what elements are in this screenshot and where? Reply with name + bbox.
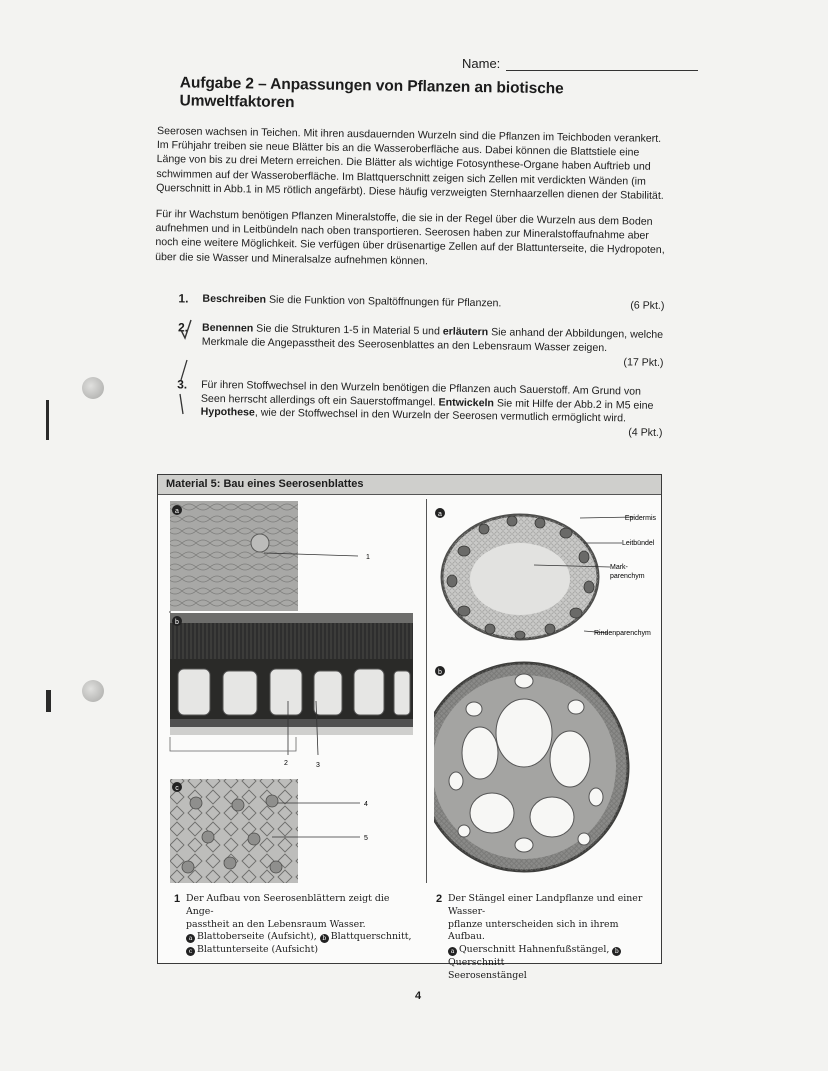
caption-line: pflanze unterscheiden sich in ihrem Aufbau. [448,918,619,943]
intro-paragraph: Für ihr Wachstum benötigen Pflanzen Mineralstoffe, die sie in der Regel über die Wurzeln aus dem Boden aufnehmen und in Leitbündeln nach oben transportieren. Seerosen haben zur Mineralstoffaufnahme aber noch eine weitere Möglichkeit. Sie verfügen über drüsenartige Zellen auf der Blattunterseite, die Hydropoten, über die sie Wasser und Mineralsalze aufnehmen können. [155,207,665,267]
task-text: Sie die Funktion von Spaltöffnungen für Pflanzen. [265,293,502,310]
name-field [462,56,698,71]
badge-a-icon: a [186,934,195,943]
task-points: (17 Pkt.) [623,355,664,369]
name-line [506,56,698,71]
checkmark-3 [180,394,183,414]
markparenchym-label-1: Mark- [610,564,628,571]
leitbuendel-label: Leitbündel [622,540,655,547]
name-label: Name: [462,56,501,71]
task-verb: Benennen [201,322,254,335]
checkmark-2 [181,360,187,380]
material-divider [426,499,427,883]
label-3: 3 [316,762,320,769]
markparenchym-label-2: parenchym [610,573,645,580]
handwritten-checkmarks [176,318,206,428]
caption-line: a Blattoberseite (Aufsicht), b Blattquerschnitt, [186,931,418,944]
page-title: Aufgabe 2 – Anpassungen von Pflanzen an biotische Umweltfaktoren [179,74,564,112]
caption-line: c Blattunterseite (Aufsicht) [186,944,418,957]
checkmark-1 [181,320,191,338]
page-number: 4 [415,990,422,1002]
material-heading: Material 5: Bau eines Seerosenblattes [158,475,661,495]
task-2 [177,322,664,370]
task-number: 2. [177,320,189,335]
figure-1a [170,501,370,611]
rindenparenchym-label: Rindenparenchym [594,630,651,637]
task-verb: Hypothese [200,406,255,419]
task-number: 1. [178,291,189,306]
figure-1b [170,613,413,769]
figure-2b [434,663,628,871]
caption-line: a Querschnitt Hahnenfußstängel, bQuerschnitt [448,944,658,970]
figure-1-leaf-microscopy [168,501,423,885]
punch-hole [82,680,104,702]
label-b: b [175,619,179,626]
caption-figure-1 [174,893,418,957]
label-4: 4 [364,801,368,808]
task-text: Sie die Strukturen 1-5 in Material 5 und [253,322,443,338]
edge-mark [46,690,51,712]
caption-number: 2 [436,893,443,905]
caption-line: Der Aufbau von Seerosenblättern zeigt die Ange- [186,893,390,917]
epidermis-label: Epidermis [624,515,656,522]
label-c: c [175,785,179,792]
caption-line: Der Stängel einer Landpflanze und einer Wasser- [448,893,643,917]
label-a: a [438,511,442,518]
task-points: (4 Pkt.) [628,426,663,439]
task-3 [176,379,663,441]
badge-a-icon: a [448,947,457,956]
task-text: Für ihren Stoffwechsel in den Wurzeln benötigen die Pflanzen auch Sauerstoff. Am Grund von Seen herrscht allerdings oft ein Sauerstoffmangel. [200,378,642,409]
task-text: , wie der Stoffwechsel in den Wurzeln der Seerosen vermutlich ermöglicht wird. [254,406,627,425]
caption-figure-2 [436,893,658,983]
caption-line: passtheit an den Lebensraum Wasser. [186,918,366,930]
task-1 [178,292,664,313]
caption-line: Seerosenstängel [448,969,527,981]
label-2: 2 [284,760,288,767]
edge-mark [46,400,49,440]
task-verb: Beschreiben [202,292,267,306]
figure-1c [170,779,368,883]
material-5-box [157,474,662,981]
badge-b-icon: b [612,947,621,956]
task-points: (6 Pkt.) [630,299,665,312]
task-verb: erläutern [442,325,489,339]
intro-paragraph: Seerosen wachsen in Teichen. Mit ihren ausdauernden Wurzeln sind die Pflanzen im Teichboden verankert. Im Frühjahr treiben sie neue Blätter bis an die Wasseroberfläche aus. Dabei können die Blattstiele eine Länge von bis zu drei Metern erreichen. Die Blätter als wichtige Fotosynthese-Organe haben Auftrieb und schwimmen auf der Wasseroberfläche. Im Blattquerschnitt zeigen sich Zellen mit verdickten Wänden (im Querschnitt in Abb.1 in M5 rötlich angefärbt). Diese häufig verzweigten Sternhaarzellen dienen der Stabilität. [156,124,664,202]
caption-number: 1 [174,893,181,905]
label-a: a [175,508,179,515]
figure-2-stem-cross-sections [434,501,658,885]
task-verb: Entwickeln [438,396,495,410]
label-1: 1 [366,554,370,561]
badge-c-icon: c [186,947,195,956]
task-number: 3. [177,377,188,392]
task-text: Sie anhand der Abbildungen, welche Merkmale die Angepasstheit des Seerosenblattes an den Lebensraum Wasser zeigen. [201,326,664,355]
label-b: b [438,669,442,676]
figure-2a [435,508,656,639]
task-text: Sie mit Hilfe der Abb.2 in M5 eine [493,397,654,412]
task-text [152,74,668,457]
label-5: 5 [364,835,368,842]
punch-hole [82,377,104,399]
badge-b-icon: b [320,934,329,943]
